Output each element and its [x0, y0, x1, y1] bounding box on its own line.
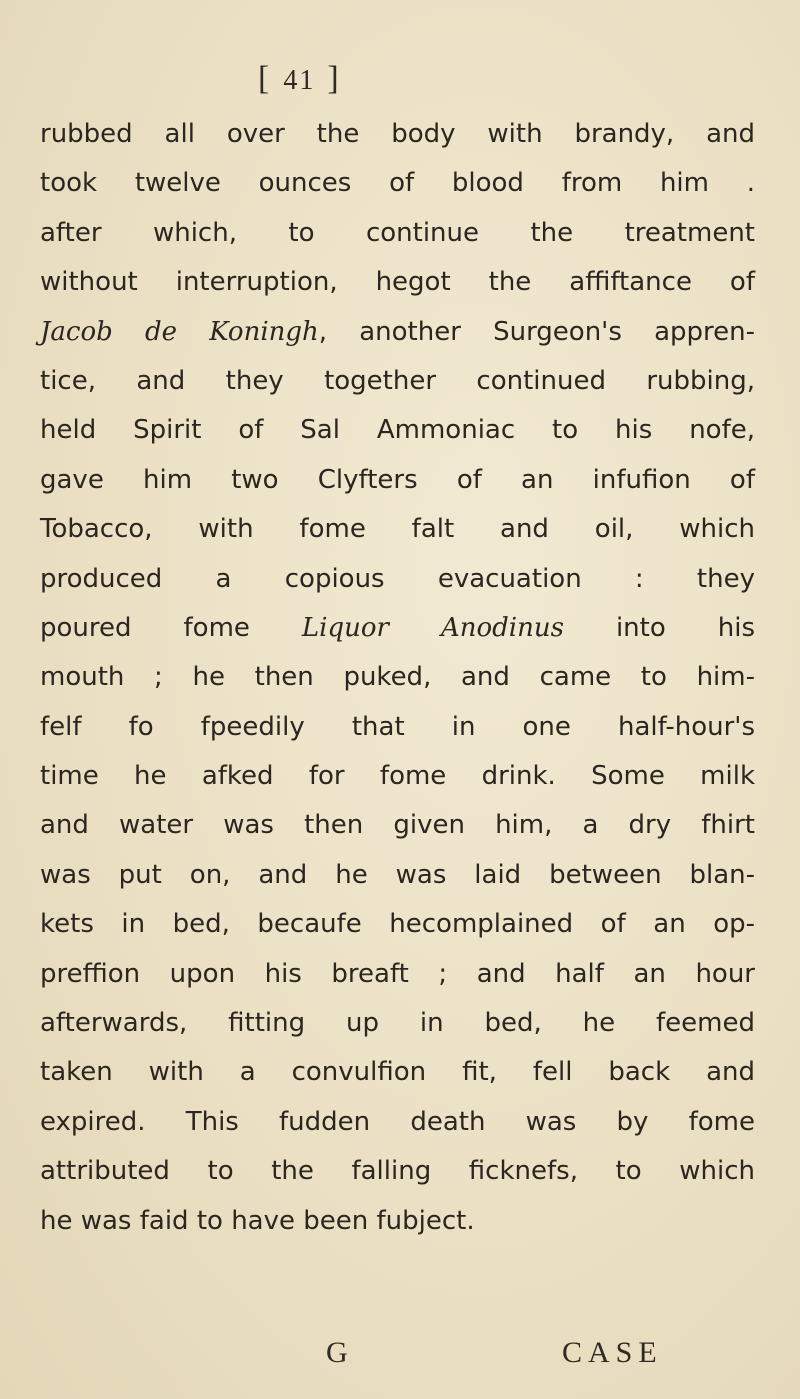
text-line: Jacob de Koningh, another Surgeon's appren-: [40, 316, 755, 347]
catchword: CASE: [562, 1336, 663, 1369]
text-line: without interruption, hegot the affiftance of: [40, 267, 755, 298]
text-line: afterwards, fitting up in bed, he feemed: [40, 1008, 755, 1039]
text-line: and water was then given him, a dry fhirt: [40, 810, 755, 841]
text-line: rubbed all over the body with brandy, and: [40, 119, 755, 149]
text-line: mouth ; he then puked, and came to him-: [40, 662, 755, 693]
text-line: Tobacco, with fome falt and oil, which: [40, 514, 755, 545]
text-line: felf fo fpeedily that in one half-hour's: [40, 711, 755, 742]
page-number: 41: [283, 65, 316, 96]
text-line: expired. This fudden death was by fome: [40, 1106, 755, 1137]
italic-name: Jacob de Koningh: [40, 316, 319, 347]
text-line: held Spirit of Sal Ammoniac to his nofe,: [40, 415, 755, 446]
text-line: poured fome Liquor Anodinus into his: [40, 612, 755, 643]
text-line: produced a copious evacuation : they: [40, 563, 755, 594]
page-header: [258, 60, 341, 98]
italic-term: Liquor Anodinus: [301, 612, 564, 643]
text-line: was put on, and he was laid between blan-: [40, 859, 755, 890]
signature-mark: G: [326, 1336, 348, 1369]
text-line: kets in bed, becaufe hecomplained of an op-: [40, 909, 755, 940]
text-line: gave him two Clyfters of an infufion of: [40, 464, 755, 495]
header-open-bracket: [: [258, 60, 272, 97]
text-line: attributed to the falling ficknefs, to which: [40, 1156, 755, 1187]
text-line: after which, to continue the treatment: [40, 217, 755, 248]
text-line: tice, and they together continued rubbing,: [40, 365, 755, 396]
body-text: [40, 110, 755, 1246]
text-line: took twelve ounces of blood from him .: [40, 168, 755, 199]
text-line: preffion upon his breaft ; and half an hour: [40, 958, 755, 989]
text-line: he was faid to have been fubject.: [40, 1205, 475, 1236]
header-close-bracket: ]: [327, 60, 341, 97]
text-line: time he afked for fome drink. Some milk: [40, 761, 755, 792]
text-line: taken with a convulfion fit, fell back and: [40, 1057, 755, 1088]
